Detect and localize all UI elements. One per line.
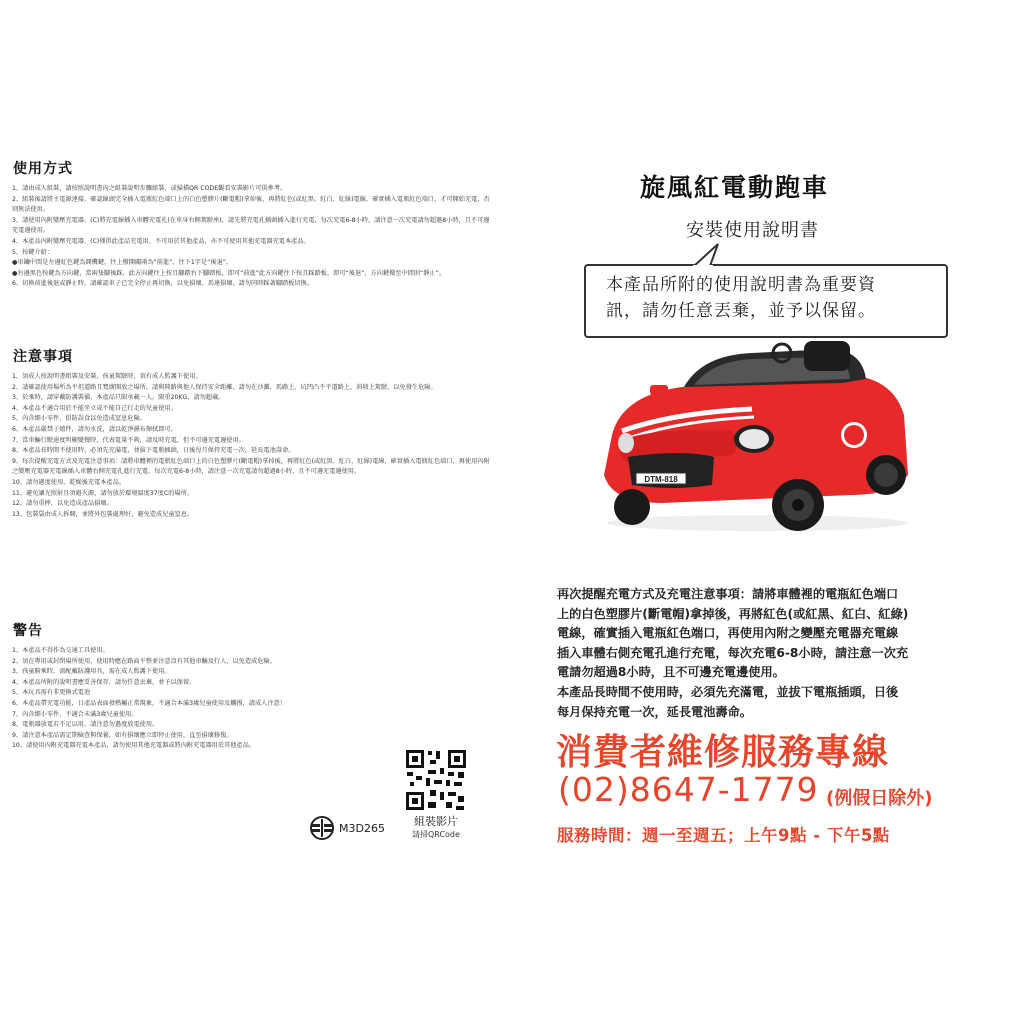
list-item: 7、當車輛行駛速度明顯變慢時，代表電量不夠，請及時充電，但不可邊充電邊使用。 — [12, 436, 245, 444]
list-item: 1、本產品不得作為交通工具使用。 — [12, 647, 109, 654]
list-item: 1、請由成人組裝，請按照說明書內之組裝說明步驟組裝，或掃描QR CODE觀看安裝影片可供參考。 — [12, 185, 287, 192]
manual-subtitle: 安裝使用說明書 — [686, 220, 819, 241]
usage-title: 使用方式 — [13, 161, 73, 177]
list-item: 9、請注意本產品需定期檢查與保養，如有損壞應立即停止使用，直至損壞修復。 — [12, 731, 233, 739]
list-item: 8、電瓶器放電若不足以用，請注意勿過度放電使用。 — [12, 721, 159, 729]
service-hotline-label: 消費者維修服務專線 — [556, 732, 890, 773]
reminder-line: 電線，確實插入電瓶紅色端口，再使用內附之變壓充電器充電線 — [557, 626, 899, 641]
list-item: ●車鑰中間是左邊紅色鍵為開機鍵，往上撥開關兩為“前進”，往下1字是“後退”。 — [12, 259, 233, 267]
usage-section — [12, 158, 490, 290]
reminder-line: 再次提醒充電方式及充電注意事項：請將車體裡的電瓶紅色端口 — [557, 587, 899, 601]
caution-section — [12, 346, 490, 520]
reminder-line: 上的白色塑膠片(斷電帽)拿掉後，再將紅色(或紅黑、紅白、紅綠) — [557, 606, 909, 621]
list-item: 2、請確認使用場所為平坦道路且寬廣開放之場所，請與陸路與他人保持安全距離，請勿在沙灘、馬路上、坑凹凸不平道路上、斜坡上駕駛，以免發生危險。 — [12, 383, 437, 391]
caution-title: 注意事項 — [13, 349, 73, 365]
list-item: 8、本產品長時間不使用時，必須先充滿電，並拔下電瓶插頭，日後每月保持充電一次，延長電池壽命。 — [12, 447, 295, 455]
holiday-note: (例假日除外) — [826, 788, 933, 809]
service-hours: 服務時間：週一至週五；上午9點 - 下午5點 — [557, 826, 890, 845]
qr-caption-sub: 請掃QRCode — [412, 830, 460, 839]
bubble-tail-icon — [688, 242, 728, 268]
ride-on-car-image — [592, 335, 922, 535]
list-item: 6、切換前進後退或靜止時，請確認車子已完全停止再切換，以免損壞、馬達損壞，請勿同時踩著腳踏板切換。 — [12, 280, 313, 288]
reminder-line: 插入車體右側充電孔進行充電，每次充電6-8小時，請注意一次充 — [557, 645, 909, 660]
list-item: 6、本產品帶充電功能，日產品表面發熱屬正常現象，不適合本滿3歲兒童使用及觸摸，請成人注意！ — [12, 699, 286, 707]
list-item: 3、孩童騎乘時，需配戴防護用具，需在成人監護下使用。 — [12, 668, 171, 676]
notice-text — [606, 272, 936, 324]
reminder-line: 電請勿超過8小時，且不可邊充電邊使用。 — [557, 665, 785, 680]
cert-logo-icon — [309, 815, 335, 841]
list-item: 4、本產品所附的說明書應妥善保存，請勿任意丟棄，並予以保留。 — [12, 678, 196, 686]
list-item: 5、按鍵介紹： — [12, 248, 54, 256]
qr-caption — [412, 813, 460, 840]
warning-section — [12, 620, 412, 752]
qr-caption-title: 組裝影片 — [413, 815, 458, 828]
cert-code: M3D265 — [339, 821, 385, 835]
list-item: 4、本產品不適合用於不能坐立或不能自己行走的兒童使用。 — [12, 404, 177, 412]
list-item: 12、請勿重摔，以免造成產品損壞。 — [12, 500, 113, 508]
service-phone[interactable]: (02)8647-1779 — [558, 770, 819, 809]
list-item: 2、組裝後請將主電源連接，確認線頭完全插入電瓶紅色端口上的白色塑膠片(斷電帽)拿掉後，再將紅色(或紅黑、紅白、紅綠)電線，確實插入電瓶紅色端口，才可開始充電，否則無法使用。 — [12, 195, 490, 214]
charging-reminder — [557, 585, 977, 722]
list-item: 10、請勿過度使用，乾燥後充電本產品。 — [12, 478, 126, 486]
list-item: 5、內含細小零件，俱防誤食以免造成窒息危險。 — [12, 415, 146, 423]
product-title: 旋風紅電動跑車 — [640, 173, 830, 202]
list-item: 6、本產品嚴禁子嬉件，請勿水洗，請以乾淨濕布擦拭即可。 — [12, 425, 177, 433]
list-item: ●右邊黑色按鍵為方向鍵，當兩隻腳後踩，此方向鍵往上按且腳踏右下腳踏板，即可“前進”此方向鍵往下按且踩踏板，即可“後退”，方向鍵撥至中間則“靜止”。 — [12, 269, 446, 277]
list-item: 13、包裝袋由成人拆開，並將外包裝處理好，避免造成兒童窒息。 — [12, 510, 194, 518]
reminder-line: 每月保持充電一次，延長電池壽命。 — [557, 704, 752, 719]
warning-list — [12, 646, 412, 752]
caution-list — [12, 372, 490, 520]
list-item: 4、本產品內附變壓充電器，(C)僅供此產品充電用，不可用於其他產品，亦不可使用其他充電器充電本產品。 — [12, 237, 310, 245]
list-item: 11、避免讓光照射且須避火源，請勿放於環境溫度37度C的場所。 — [12, 489, 193, 497]
list-item: 1、須成人按說明書組裝及安裝，孩童駕駛時，須有成人監護下使用。 — [12, 373, 202, 380]
certification-mark — [309, 815, 385, 841]
warning-title: 警告 — [13, 623, 43, 639]
car-plate-text: DTM-818 — [644, 475, 678, 484]
notice-line-1: 本產品所附的使用說明書為重要資 — [606, 275, 876, 295]
qr-code[interactable] — [404, 748, 468, 812]
notice-line-2: 訊，請勿任意丟棄，並予以保留。 — [606, 301, 876, 321]
list-item: 7、內含細小零件，不適合未滿3歲兒童使用。 — [12, 710, 138, 718]
list-item: 3、請使用內附變壓充電器，(C)將充電線插入車體充電孔(在車身右側駕駛座)，請先將充電孔插頭插入進行充電，每次充電6-8小時，請注意一次充電請勿超過8小時，且不可邊充電邊使用。 — [12, 216, 490, 235]
reminder-line: 本產品長時間不使用時，必須先充滿電，並拔下電瓶插頭，日後 — [557, 684, 899, 699]
usage-list — [12, 184, 490, 290]
list-item: 10、請使用內附充電器充電本產品，請勿使用其他充電器或將內附充電器用於其他產品。 — [12, 742, 255, 750]
list-item: 9、每次提醒充電方式及充電注意事項：請將車體裡的電瓶紅色端口上的白色塑膠片(斷電帽)拿掉後，再將紅色(或紅黑、紅白、紅綠)電線，確實插入電瓶紅色端口，再使用內附之變壓充電器充電線插入車體右側充電孔進行充電，每次充電6-8小時，請注意一次充電請勿超過8小時，且不可邊充電邊使用。 — [12, 457, 490, 476]
list-item: 5、本玩具需有非更換式電池 — [12, 689, 91, 697]
list-item: 3、於乘時，請穿戴防護裝備，本產品只限承載一人，限重20KG，請勿超載。 — [12, 394, 225, 402]
list-item: 2、須在專用或封閉場所使用，使用時應在路面平整並注意沒有其他車輛及行人，以免造成危險。 — [12, 657, 276, 665]
